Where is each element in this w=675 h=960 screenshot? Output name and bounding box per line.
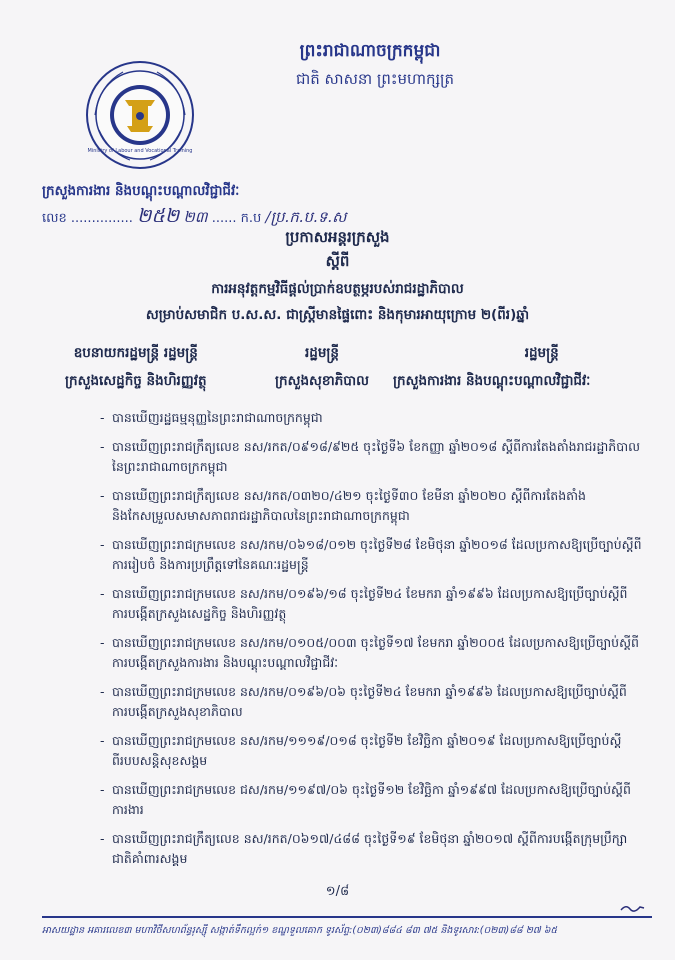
- minister-labour: [393, 344, 590, 392]
- list-item: - បានឃើញរដ្ឋធម្មនុញ្ញនៃព្រះរាជាណាចក្រកម្ពុជា: [112, 408, 642, 428]
- minister-role: ឧបនាយករដ្ឋមន្ត្រី រដ្ឋមន្ត្រី: [73, 345, 198, 361]
- minister-org: ក្រសួងសុខាភិបាល: [275, 373, 369, 389]
- list-item: - បានឃើញព្រះរាជក្រមលេខ ជស/រកម/១១៩៧/០៦ ចុះថ្ងៃទី១២ ខែវិច្ឆិកា ឆ្នាំ១៩៩៧ ដែលប្រកាសឱ្យប្រើច្បាប់ស្តីពីការងារ: [112, 780, 642, 820]
- ref-suffix: ក.ប: [240, 211, 262, 226]
- minister-org: ក្រសួងការងារ និងបណ្តុះបណ្តាលវិជ្ជាជីវៈ: [393, 373, 591, 389]
- list-item: - បានឃើញព្រះរាជក្រមលេខ នស/រកម/១១១៩/០១៨ ចុះថ្ងៃទី២ ខែវិច្ឆិកា ឆ្នាំ២០១៩ ដែលប្រកាសឱ្យប្រើច្បាប់ស្តីពីរបបសន្តិសុខសង្គម: [112, 731, 642, 771]
- list-item: - បានឃើញព្រះរាជក្រមលេខ នស/រកម/០១០៥/០០៣ ចុះថ្ងៃទី១៧ ខែមករា ឆ្នាំ២០០៥ ដែលប្រកាសឱ្យប្រើច្បាប់ស្តីពីការបង្កើតក្រសួងការងារ និងបណ្តុះបណ្តាលវិជ្ជាជីវៈ: [112, 633, 642, 673]
- ref-year: ២៣: [183, 208, 208, 226]
- list-item: - បានឃើញព្រះរាជក្រមលេខ នស/រកម/០៦១៨/០១២ ចុះថ្ងៃទី២៨ ខែមិថុនា ឆ្នាំ២០១៨ ដែលប្រកាសឱ្យប្រើច្បាប់ស្តីពីការរៀបចំ និងការប្រព្រឹត្តទៅនៃគណៈរដ្ឋមន្ត្រី: [112, 535, 642, 575]
- document-subject: ការអនុវត្តកម្មវិធីផ្តល់ប្រាក់ឧបត្ថម្ភរបស់រាជរដ្ឋាភិបាល: [211, 281, 464, 297]
- list-item: - បានឃើញព្រះរាជក្រឹត្យលេខ នស/រកត/០៩១៨/៩២៥ ចុះថ្ងៃទី៦ ខែកញ្ញា ឆ្នាំ២០១៨ ស្តីពីការតែងតាំងរាជរដ្ឋាភិបាលនៃព្រះរាជាណាចក្រកម្ពុជា: [112, 437, 642, 477]
- list-item: - បានឃើញព្រះរាជក្រមលេខ នស/រកម/០១៩៦/០៦ ចុះថ្ងៃទី២៤ ខែមករា ឆ្នាំ១៩៩៦ ដែលប្រកាសឱ្យប្រើច្បាប់ស្តីពីការបង្កើតក្រសួងសុខាភិបាល: [112, 682, 642, 722]
- ministry-logo-icon: [85, 60, 195, 170]
- list-item: - បានឃើញព្រះរាជក្រឹត្យលេខ នស/រកត/០៣២០/៤២១ ចុះថ្ងៃទី៣០ ខែមីនា ឆ្នាំ២០២០ ស្តីពីការតែងតាំងនិងកែសម្រួលសមាសភាពរាជរដ្ឋាភិបាលនៃព្រះរាជាណាចក្រកម្ពុជា: [112, 486, 642, 526]
- minister-economy: [65, 344, 207, 392]
- issuing-ministry: ក្រសួងការងារ និងបណ្តុះបណ្តាលវិជ្ជាជីវៈ: [42, 183, 240, 199]
- minister-role: រដ្ឋមន្ត្រី: [304, 345, 339, 361]
- footer-address: អាសយដ្ឋាន អគារលេខ៣ មហាវិថីសហព័ន្ធរុស្ស៊ី សង្កាត់ទឹកល្អក់១ ខណ្ឌទួលគោក ទូរស័ព្ទ:(០២៣)៨៨៤ ៨៣ ៧៥ និងទូរសារ:(០២៣)៨៨ ២៧ ៦៥: [42, 925, 558, 936]
- document-type: ប្រកាសអន្តរក្រសួង: [285, 228, 390, 246]
- list-item: - បានឃើញព្រះរាជក្រមលេខ នស/រកម/០១៩៦/១៨ ចុះថ្ងៃទី២៤ ខែមករា ឆ្នាំ១៩៩៦ ដែលប្រកាសឱ្យប្រើច្បាប់ស្តីពីការបង្កើតក្រសួងសេដ្ឋកិច្ច និងហិរញ្ញវត្ថុ: [112, 584, 642, 624]
- footer-divider: [42, 916, 652, 918]
- document-title-block: [60, 228, 615, 326]
- initials-signature-icon: [620, 901, 645, 915]
- national-motto: ជាតិ សាសនា ព្រះមហាក្សត្រ: [295, 70, 455, 88]
- legal-references-list: [112, 408, 642, 878]
- document-subject-2: សម្រាប់សមាជិក ប.ស.ស. ជាស្ត្រីមានផ្ទៃពោះ និងកុមារអាយុក្រោម ២(ពីរ)ឆ្នាំ: [145, 307, 530, 323]
- minister-org: ក្រសួងសេដ្ឋកិច្ច និងហិរញ្ញវត្ថុ: [65, 373, 207, 389]
- ref-dots: ...............: [70, 211, 133, 226]
- minister-health: [275, 344, 369, 392]
- list-item: - បានឃើញព្រះរាជក្រឹត្យលេខ នស/រកត/០៦១៧/៤៨៨ ចុះថ្ងៃទី១៩ ខែមិថុនា ឆ្នាំ២០១៧ ស្តីពីការបង្កើតក្រុមប្រឹក្សាជាតិគាំពារសង្គម: [112, 829, 642, 869]
- ref-number: ២៥២: [137, 205, 180, 227]
- minister-role: រដ្ឋមន្ត្រី: [524, 345, 559, 361]
- ref-label: លេខ: [42, 211, 67, 226]
- logo-caption: Ministry of Labour and Vocational Training: [87, 148, 193, 154]
- page-number: ១/៨: [325, 884, 350, 899]
- document-about: ស្តីពី: [325, 252, 350, 270]
- kingdom-heading: ព្រះរាជាណាចក្រកម្ពុជា: [299, 41, 441, 61]
- ref-dots-2: ......: [211, 211, 237, 226]
- ref-code: /ប្រ.ក.ប.ទ.ស: [265, 208, 347, 226]
